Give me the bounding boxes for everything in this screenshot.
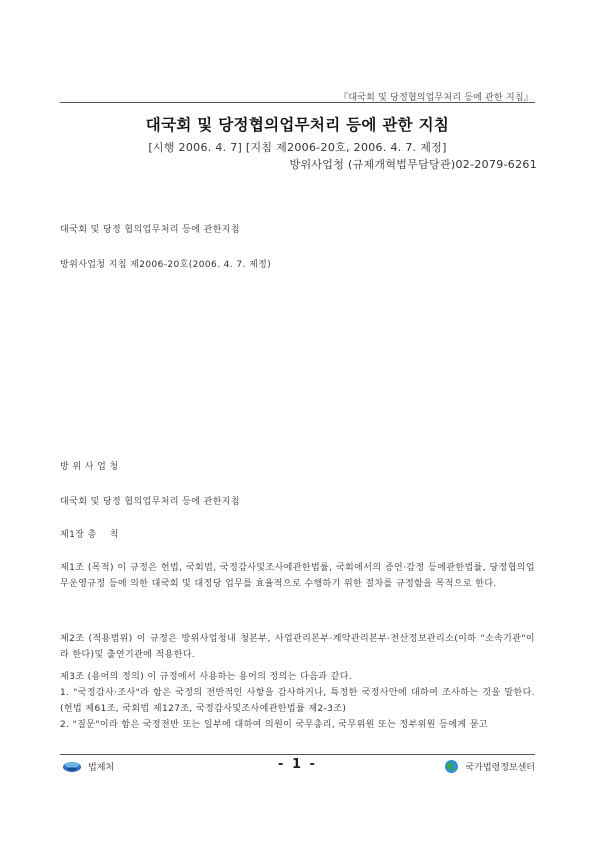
article-1: 제1조 (목적) 이 규정은 헌법, 국회법, 국정감사및조사에관한법률, 국회에서의 증언·감정 등에관한법률, 당정협의업무운영규정 등에 의한 대국회 및 대정당 업무를 효율적으로 수행하기 위한 절차를 규정함을 목적으로 한다. — [60, 563, 535, 589]
article-3-heading: 제3조 (용어의 정의) 이 규정에서 사용하는 용어의 정의는 다음과 같다. — [60, 672, 353, 682]
article-3-item-1: 1. "국정감사·조사"라 함은 국정의 전반적인 사항을 감사하거나, 특정한 국정사안에 대하여 조사하는 것을 말한다.(헌법 제61조, 국회법 제127조, 국정감사및조사에관한법률 제2-3조) — [60, 688, 535, 714]
footer-right-label: 국가법령정보센터 — [465, 763, 535, 773]
chapter-heading: 제1장 총 칙 — [60, 530, 119, 540]
body-paragraph: 방위사업청 지침 제2006-20호(2006. 4. 7. 제정) — [60, 260, 272, 270]
body-paragraph: 대국회 및 당정 협의업무처리 등에 관한지침 — [60, 225, 240, 235]
footer-right — [444, 759, 535, 774]
article-3-item-2: 2. "질문"이라 함은 국정전반 또는 일부에 대하여 의원이 국무총리, 국무위원 또는 정부위원 등에게 묻고 — [60, 720, 488, 730]
page-number: - 1 - — [278, 757, 317, 772]
law-center-globe-icon — [444, 759, 459, 774]
footer-divider — [60, 754, 535, 755]
issuing-organization: 방위사업청 (규제개혁법무담당관)02-2079-6261 — [289, 158, 537, 171]
issuer-line: 방 위 사 업 청 — [60, 462, 119, 472]
enforcement-info: [시행 2006. 4. 7] [지침 제2006-20호, 2006. 4. 7. 제정] — [148, 141, 447, 154]
header-divider — [60, 102, 535, 103]
running-header: 『대국회 및 당정협의업무처리 등에 관한 지침』 — [339, 93, 533, 103]
body-paragraph: 대국회 및 당정 협의업무처리 등에 관한지침 — [60, 497, 240, 507]
document-title: 대국회 및 당정협의업무처리 등에 관한 지침 — [145, 116, 450, 134]
footer-left-label: 법제처 — [88, 762, 115, 773]
article-2: 제2조 (적용범위) 이 규정은 방위사업청내 청본부, 사업관리본부·계약관리본부·전산정보관리소(이하 "소속기관"이라 한다)및 출연기관에 적용한다. — [60, 634, 535, 660]
